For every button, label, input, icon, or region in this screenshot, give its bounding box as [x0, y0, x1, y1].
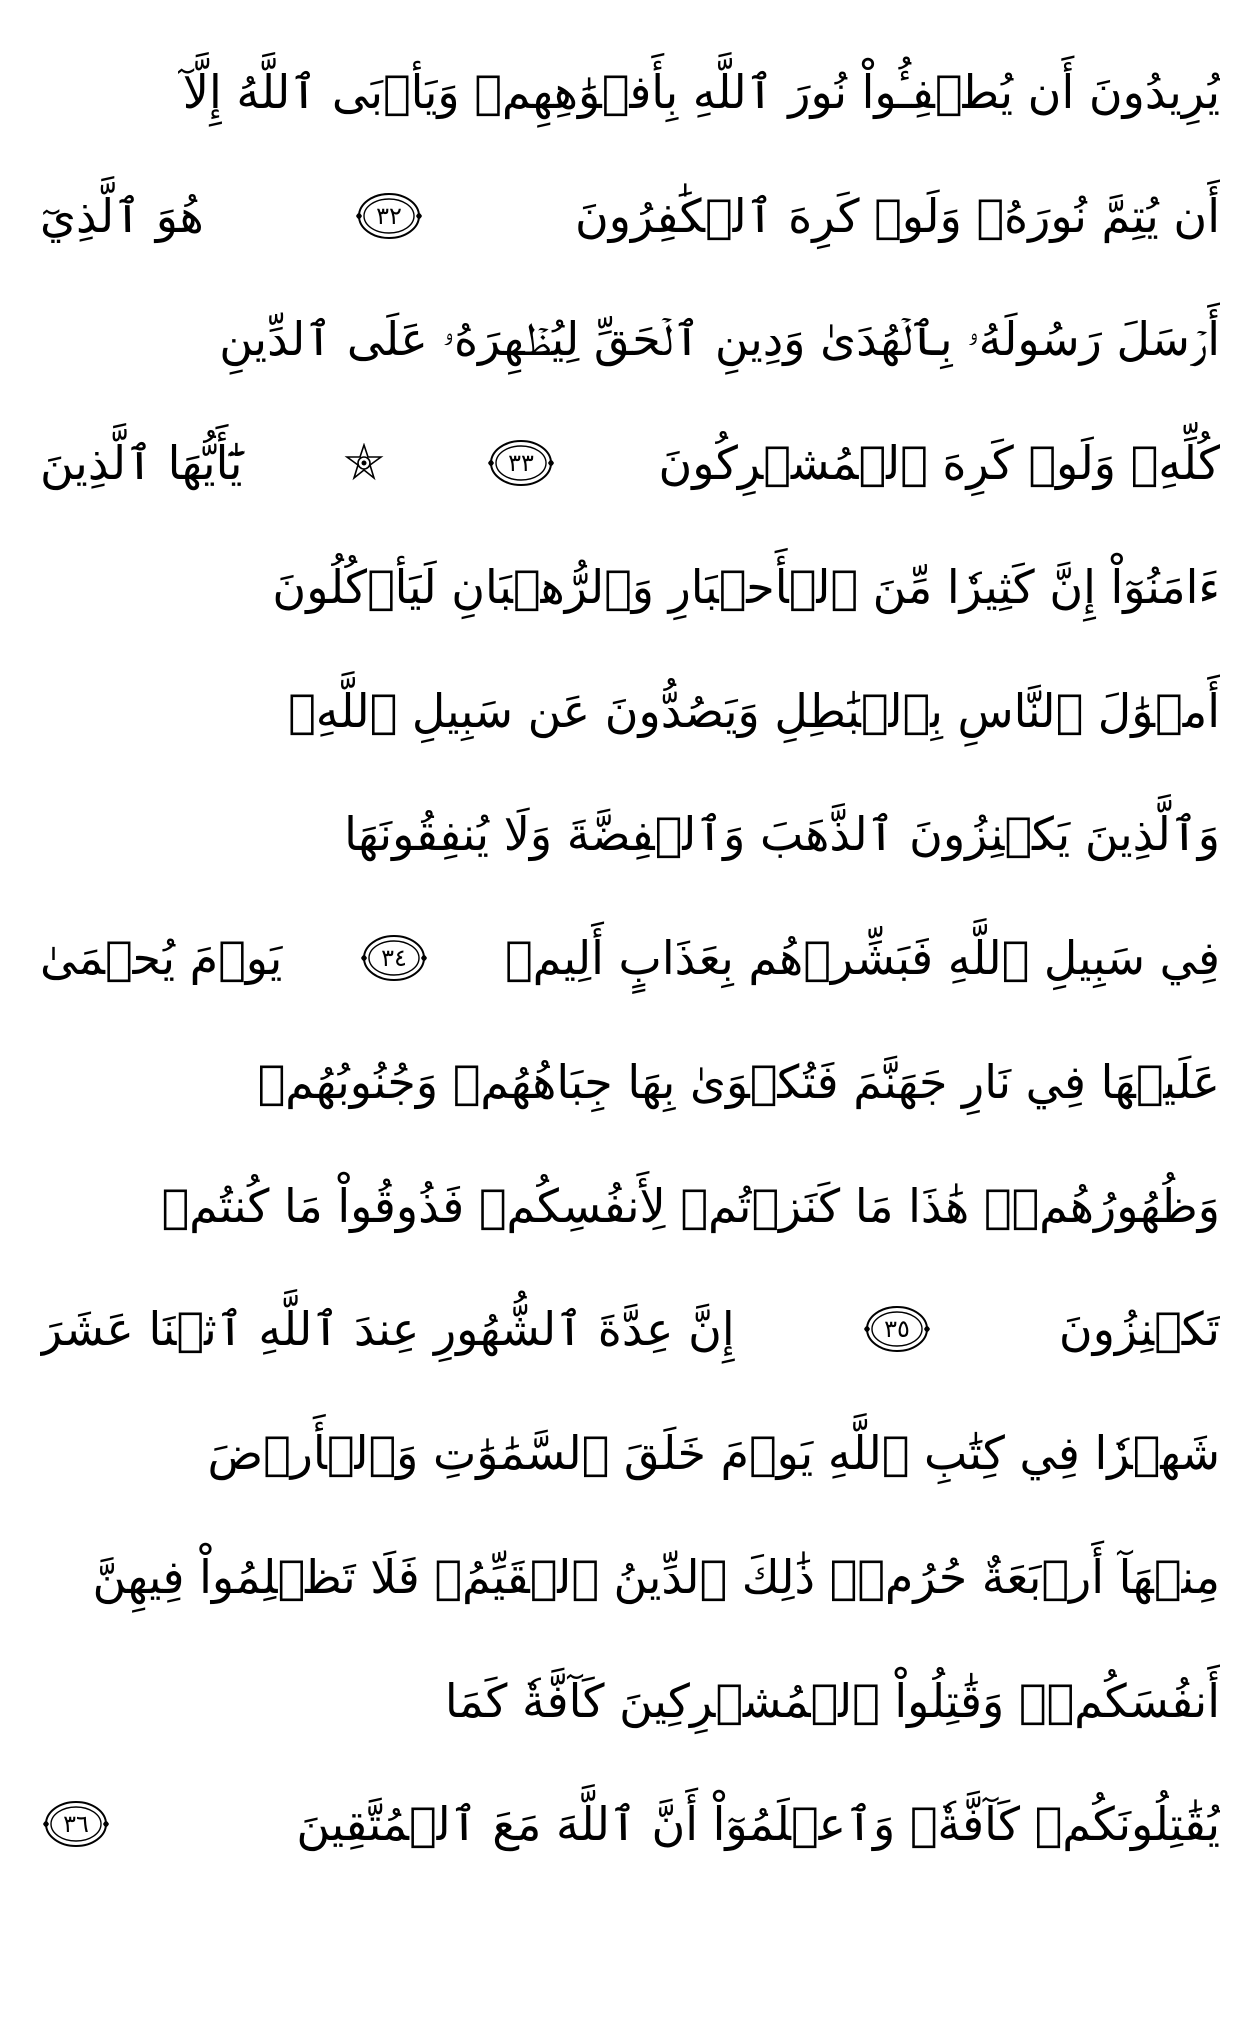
line-text: إِنَّ عِدَّةَ ٱلشُّهُورِ عِندَ ٱللَّهِ ٱثۡنَا عَشَرَ [40, 1302, 735, 1357]
line-text: يُقَٰتِلُونَكُمۡ كَآفَّةٗۚ وَٱعۡلَمُوٓاْ أَنَّ ٱللَّهَ مَعَ ٱلۡمُتَّقِينَ [296, 1797, 1220, 1852]
text-line [40, 1763, 1220, 1887]
line-text: أَن يُتِمَّ نُورَهُۥ وَلَوۡ كَرِهَ ٱلۡكَٰفِرُونَ [574, 188, 1220, 243]
text-line [40, 1639, 1220, 1763]
ayah-number: ٣٦ [63, 1810, 89, 1839]
line-text: يُرِيدُونَ أَن يُطۡفِـُٔواْ نُورَ ٱللَّهِ بِأَفۡوَٰهِهِمۡ وَيَأۡبَى ٱللَّهُ إِلَّآ [182, 64, 1220, 119]
ayah-number: ٣٢ [376, 201, 403, 230]
text-line [40, 1268, 1220, 1392]
text-line [40, 1144, 1220, 1268]
ayah-number-marker [353, 188, 425, 244]
line-text: تَكۡنِزُونَ [1058, 1302, 1220, 1357]
line-text: وَظُهُورُهُمۡۖ هَٰذَا مَا كَنَزۡتُمۡ لِأَنفُسِكُمۡ فَذُوقُواْ مَا كُنتُمۡ [161, 1178, 1220, 1233]
quran-page [40, 30, 1220, 2010]
text-line [40, 1020, 1220, 1144]
line-text: أَمۡوَٰلَ ٱلنَّاسِ بِٱلۡبَٰطِلِ وَيَصُدُّونَ عَن سَبِيلِ ٱللَّهِۗ [288, 683, 1220, 738]
line-text: وَٱلَّذِينَ يَكۡنِزُونَ ٱلذَّهَبَ وَٱلۡفِضَّةَ وَلَا يُنفِقُونَهَا [344, 807, 1220, 862]
line-text: أَرۡسَلَ رَسُولَهُۥ بِٱلۡهُدَىٰ وَدِينِ ٱلۡحَقِّ لِيُظۡهِرَهُۥ عَلَى ٱلدِّينِ [219, 312, 1220, 367]
text-line [40, 896, 1220, 1020]
ayah-number-marker [485, 435, 557, 491]
ayah-number-marker [358, 930, 430, 986]
line-text: يَوۡمَ يُحۡمَىٰ [40, 931, 283, 986]
line-text: يَٰٓأَيُّهَا ٱلَّذِينَ [40, 436, 243, 491]
line-text: شَهۡرٗا فِي كِتَٰبِ ٱللَّهِ يَوۡمَ خَلَقَ ٱلسَّمَٰوَٰتِ وَٱلۡأَرۡضَ [207, 1426, 1220, 1481]
text-line [40, 30, 1220, 154]
text-line [40, 401, 1220, 525]
ayah-number: ٣٤ [380, 944, 407, 973]
text-line [40, 649, 1220, 773]
ayah-number: ٣٥ [883, 1315, 910, 1344]
hizb-star-icon [344, 443, 384, 483]
text-line [40, 525, 1220, 649]
line-text: أَنفُسَكُمۡۚ وَقَٰتِلُواْ ٱلۡمُشۡرِكِينَ كَآفَّةٗ كَمَا [444, 1673, 1220, 1728]
ayah-number-marker [40, 1796, 112, 1852]
text-line [40, 154, 1220, 278]
text-line [40, 1515, 1220, 1639]
line-text: فِي سَبِيلِ ٱللَّهِ فَبَشِّرۡهُم بِعَذَابٍ أَلِيمٖ [505, 931, 1220, 986]
text-line [40, 1391, 1220, 1515]
line-text: كُلِّهِۦ وَلَوۡ كَرِهَ ٱلۡمُشۡرِكُونَ [658, 436, 1220, 491]
text-line [40, 773, 1220, 897]
text-line [40, 278, 1220, 402]
line-text: مِنۡهَآ أَرۡبَعَةٌ حُرُمٞۚ ذَٰلِكَ ٱلدِّينُ ٱلۡقَيِّمُۚ فَلَا تَظۡلِمُواْ فِيهِنَّ [92, 1549, 1220, 1604]
line-text: هُوَ ٱلَّذِيٓ [40, 188, 204, 243]
line-text: عَلَيۡهَا فِي نَارِ جَهَنَّمَ فَتُكۡوَىٰ بِهَا جِبَاهُهُمۡ وَجُنُوبُهُمۡ [257, 1054, 1220, 1109]
ayah-number: ٣٣ [508, 449, 535, 478]
line-text: ءَامَنُوٓاْ إِنَّ كَثِيرٗا مِّنَ ٱلۡأَحۡبَارِ وَٱلرُّهۡبَانِ لَيَأۡكُلُونَ [272, 559, 1220, 614]
ayah-number-marker [861, 1301, 933, 1357]
